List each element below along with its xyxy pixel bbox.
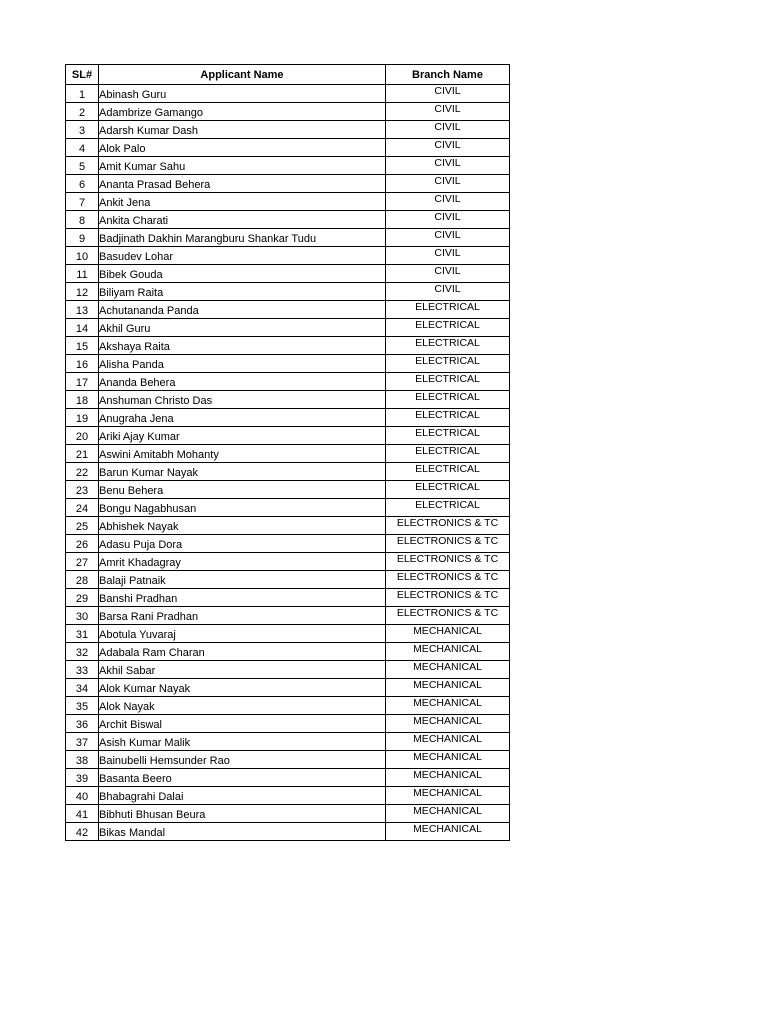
table-row — [66, 211, 510, 229]
table-row — [66, 409, 510, 427]
sl-cell: 40 — [66, 787, 99, 805]
branch-name-cell: ELECTRONICS & TC — [386, 517, 510, 535]
table-row — [66, 85, 510, 103]
table-row — [66, 427, 510, 445]
applicant-name-cell: Adabala Ram Charan — [99, 643, 386, 661]
sl-cell: 2 — [66, 103, 99, 121]
branch-name-cell: ELECTRICAL — [386, 463, 510, 481]
sl-cell: 13 — [66, 301, 99, 319]
applicant-name-cell: Banshi Pradhan — [99, 589, 386, 607]
applicant-name-cell: Badjinath Dakhin Marangburu Shankar Tudu — [99, 229, 386, 247]
sl-cell: 38 — [66, 751, 99, 769]
sl-cell: 27 — [66, 553, 99, 571]
sl-cell: 32 — [66, 643, 99, 661]
table-row — [66, 769, 510, 787]
branch-name-cell: CIVIL — [386, 157, 510, 175]
table-row — [66, 355, 510, 373]
table-row — [66, 157, 510, 175]
sl-cell: 4 — [66, 139, 99, 157]
sl-cell: 6 — [66, 175, 99, 193]
applicant-name-cell: Amrit Khadagray — [99, 553, 386, 571]
table-row — [66, 121, 510, 139]
branch-name-cell: CIVIL — [386, 211, 510, 229]
branch-name-cell: CIVIL — [386, 85, 510, 103]
branch-name-cell: CIVIL — [386, 139, 510, 157]
applicant-name-cell: Ankita Charati — [99, 211, 386, 229]
applicant-name-cell: Basanta Beero — [99, 769, 386, 787]
sl-cell: 29 — [66, 589, 99, 607]
branch-name-cell: ELECTRICAL — [386, 391, 510, 409]
applicant-name-cell: Akhil Sabar — [99, 661, 386, 679]
table-row — [66, 697, 510, 715]
branch-name-cell: ELECTRICAL — [386, 481, 510, 499]
branch-name-cell: CIVIL — [386, 121, 510, 139]
applicant-name-cell: Bibhuti Bhusan Beura — [99, 805, 386, 823]
sl-cell: 10 — [66, 247, 99, 265]
table-row — [66, 823, 510, 841]
table-row — [66, 571, 510, 589]
branch-name-cell: MECHANICAL — [386, 679, 510, 697]
applicant-name-cell: Bainubelli Hemsunder Rao — [99, 751, 386, 769]
sl-cell: 28 — [66, 571, 99, 589]
applicant-name-cell: Barsa Rani Pradhan — [99, 607, 386, 625]
sl-cell: 30 — [66, 607, 99, 625]
applicant-name-cell: Adarsh Kumar Dash — [99, 121, 386, 139]
sl-cell: 7 — [66, 193, 99, 211]
branch-name-cell: ELECTRICAL — [386, 373, 510, 391]
sl-cell: 25 — [66, 517, 99, 535]
applicant-name-cell: Ananda Behera — [99, 373, 386, 391]
applicant-name-cell: Adambrize Gamango — [99, 103, 386, 121]
applicant-name-cell: Bibek Gouda — [99, 265, 386, 283]
sl-cell: 1 — [66, 85, 99, 103]
sl-cell: 5 — [66, 157, 99, 175]
applicant-name-cell: Alok Kumar Nayak — [99, 679, 386, 697]
branch-name-cell: MECHANICAL — [386, 823, 510, 841]
sl-cell: 14 — [66, 319, 99, 337]
applicant-name-cell: Benu Behera — [99, 481, 386, 499]
sl-cell: 41 — [66, 805, 99, 823]
table-row — [66, 193, 510, 211]
applicant-name-cell: Alisha Panda — [99, 355, 386, 373]
sl-cell: 17 — [66, 373, 99, 391]
sl-cell: 21 — [66, 445, 99, 463]
sl-cell: 9 — [66, 229, 99, 247]
sl-cell: 16 — [66, 355, 99, 373]
applicant-name-cell: Alok Nayak — [99, 697, 386, 715]
header-branch-name: Branch Name — [386, 65, 510, 85]
table-row — [66, 643, 510, 661]
applicant-name-cell: Archit Biswal — [99, 715, 386, 733]
table-body — [66, 85, 510, 841]
table-row — [66, 733, 510, 751]
applicant-name-cell: Akshaya Raita — [99, 337, 386, 355]
applicant-name-cell: Alok Palo — [99, 139, 386, 157]
sl-cell: 19 — [66, 409, 99, 427]
branch-name-cell: ELECTRICAL — [386, 427, 510, 445]
sl-cell: 42 — [66, 823, 99, 841]
table-row — [66, 301, 510, 319]
table-row — [66, 265, 510, 283]
branch-name-cell: CIVIL — [386, 103, 510, 121]
branch-name-cell: ELECTRICAL — [386, 301, 510, 319]
applicant-name-cell: Bikas Mandal — [99, 823, 386, 841]
branch-name-cell: ELECTRICAL — [386, 409, 510, 427]
sl-cell: 35 — [66, 697, 99, 715]
applicant-name-cell: Ananta Prasad Behera — [99, 175, 386, 193]
applicant-name-cell: Achutananda Panda — [99, 301, 386, 319]
applicant-name-cell: Akhil Guru — [99, 319, 386, 337]
sl-cell: 23 — [66, 481, 99, 499]
applicant-name-cell: Bhabagrahi Dalai — [99, 787, 386, 805]
branch-name-cell: CIVIL — [386, 265, 510, 283]
applicant-name-cell: Anugraha Jena — [99, 409, 386, 427]
table-row — [66, 787, 510, 805]
applicant-name-cell: Asish Kumar Malik — [99, 733, 386, 751]
header-row — [66, 65, 510, 85]
branch-name-cell: ELECTRICAL — [386, 355, 510, 373]
sl-cell: 34 — [66, 679, 99, 697]
table-row — [66, 679, 510, 697]
table-row — [66, 139, 510, 157]
branch-name-cell: ELECTRONICS & TC — [386, 535, 510, 553]
table-row — [66, 553, 510, 571]
header-applicant-name: Applicant Name — [99, 65, 386, 85]
branch-name-cell: CIVIL — [386, 175, 510, 193]
branch-name-cell: ELECTRONICS & TC — [386, 553, 510, 571]
branch-name-cell: CIVIL — [386, 193, 510, 211]
table-row — [66, 805, 510, 823]
sl-cell: 22 — [66, 463, 99, 481]
table-row — [66, 661, 510, 679]
sl-cell: 20 — [66, 427, 99, 445]
sl-cell: 3 — [66, 121, 99, 139]
branch-name-cell: MECHANICAL — [386, 787, 510, 805]
branch-name-cell: ELECTRONICS & TC — [386, 571, 510, 589]
branch-name-cell: MECHANICAL — [386, 751, 510, 769]
branch-name-cell: ELECTRICAL — [386, 319, 510, 337]
branch-name-cell: MECHANICAL — [386, 661, 510, 679]
branch-name-cell: CIVIL — [386, 229, 510, 247]
table-row — [66, 445, 510, 463]
applicant-name-cell: Barun Kumar Nayak — [99, 463, 386, 481]
table-row — [66, 283, 510, 301]
table-row — [66, 499, 510, 517]
applicant-name-cell: Basudev Lohar — [99, 247, 386, 265]
branch-name-cell: CIVIL — [386, 247, 510, 265]
sl-cell: 11 — [66, 265, 99, 283]
branch-name-cell: MECHANICAL — [386, 625, 510, 643]
applicant-name-cell: Amit Kumar Sahu — [99, 157, 386, 175]
table-row — [66, 481, 510, 499]
sl-cell: 24 — [66, 499, 99, 517]
branch-name-cell: MECHANICAL — [386, 733, 510, 751]
applicant-table — [65, 64, 510, 841]
sl-cell: 36 — [66, 715, 99, 733]
branch-name-cell: CIVIL — [386, 283, 510, 301]
table-row — [66, 229, 510, 247]
branch-name-cell: MECHANICAL — [386, 715, 510, 733]
table-row — [66, 463, 510, 481]
branch-name-cell: MECHANICAL — [386, 805, 510, 823]
sl-cell: 8 — [66, 211, 99, 229]
applicant-name-cell: Anshuman Christo Das — [99, 391, 386, 409]
applicant-name-cell: Ankit Jena — [99, 193, 386, 211]
table-row — [66, 103, 510, 121]
table-row — [66, 607, 510, 625]
branch-name-cell: ELECTRONICS & TC — [386, 607, 510, 625]
sl-cell: 31 — [66, 625, 99, 643]
header-sl: SL# — [66, 65, 99, 85]
applicant-name-cell: Biliyam Raita — [99, 283, 386, 301]
table-row — [66, 319, 510, 337]
sl-cell: 15 — [66, 337, 99, 355]
applicant-name-cell: Bongu Nagabhusan — [99, 499, 386, 517]
sl-cell: 39 — [66, 769, 99, 787]
applicant-name-cell: Abhishek Nayak — [99, 517, 386, 535]
table-row — [66, 175, 510, 193]
sl-cell: 33 — [66, 661, 99, 679]
branch-name-cell: MECHANICAL — [386, 643, 510, 661]
applicant-name-cell: Abotula Yuvaraj — [99, 625, 386, 643]
table-row — [66, 337, 510, 355]
branch-name-cell: ELECTRONICS & TC — [386, 589, 510, 607]
applicant-name-cell: Ariki Ajay Kumar — [99, 427, 386, 445]
sl-cell: 37 — [66, 733, 99, 751]
applicant-name-cell: Aswini Amitabh Mohanty — [99, 445, 386, 463]
table-row — [66, 373, 510, 391]
sl-cell: 18 — [66, 391, 99, 409]
table-row — [66, 625, 510, 643]
branch-name-cell: ELECTRICAL — [386, 445, 510, 463]
branch-name-cell: MECHANICAL — [386, 769, 510, 787]
table-row — [66, 589, 510, 607]
applicant-name-cell: Adasu Puja Dora — [99, 535, 386, 553]
table-row — [66, 247, 510, 265]
sl-cell: 12 — [66, 283, 99, 301]
branch-name-cell: MECHANICAL — [386, 697, 510, 715]
sl-cell: 26 — [66, 535, 99, 553]
branch-name-cell: ELECTRICAL — [386, 499, 510, 517]
table-row — [66, 535, 510, 553]
applicant-name-cell: Balaji Patnaik — [99, 571, 386, 589]
table-row — [66, 517, 510, 535]
table-row — [66, 391, 510, 409]
table-row — [66, 751, 510, 769]
branch-name-cell: ELECTRICAL — [386, 337, 510, 355]
applicant-name-cell: Abinash Guru — [99, 85, 386, 103]
table-row — [66, 715, 510, 733]
